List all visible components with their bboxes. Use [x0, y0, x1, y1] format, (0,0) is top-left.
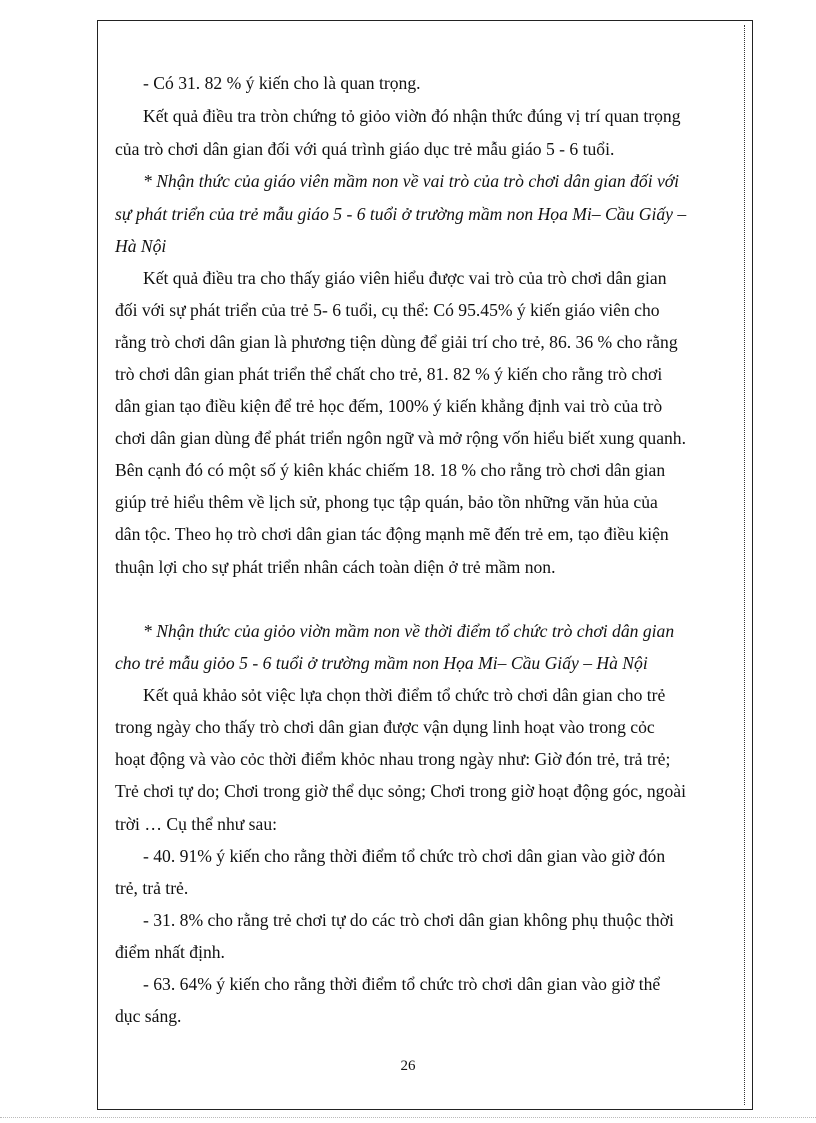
- text-line: đối với sự phát triển của trẻ 5- 6 tuổi, cụ thể: Có 95.45% ý kiến giáo viên cho: [115, 300, 660, 320]
- text-line: Trẻ chơi tự do; Chơi trong giờ thể dục sỏng; Chơi trong giờ hoạt động góc, ngoài: [115, 781, 686, 801]
- text-line: thuận lợi cho sự phát triển nhân cách toàn diện ở trẻ mầm non.: [115, 557, 556, 577]
- page-number: 26: [400, 1058, 416, 1074]
- text-line: giúp trẻ hiểu thêm về lịch sử, phong tục tập quán, bảo tồn những văn hủa của: [115, 492, 658, 512]
- text-line: * Nhận thức của giáo viên mầm non về vai trò của trò chơi dân gian đối với: [143, 171, 680, 191]
- text-line: trời … Cụ thể như sau:: [115, 814, 278, 834]
- text-line: dục sáng.: [115, 1006, 182, 1026]
- text-line: điểm nhất định.: [115, 942, 225, 962]
- text-line: Kết quả khảo sỏt việc lựa chọn thời điểm tổ chức trò chơi dân gian cho trẻ: [143, 685, 666, 705]
- text-line: - Có 31. 82 % ý kiến cho là quan trọng.: [143, 73, 421, 93]
- text-line: sự phát triển của trẻ mẫu giáo 5 - 6 tuổi ở trường mầm non Họa Mi– Cầu Giấy –: [115, 204, 687, 224]
- text-line: của trò chơi dân gian đối với quá trình giáo dục trẻ mẫu giáo 5 - 6 tuổi.: [115, 139, 615, 159]
- text-line: Bên cạnh đó có một số ý kiên khác chiếm 18. 18 % cho rằng trò chơi dân gian: [115, 460, 666, 480]
- text-line: trò chơi dân gian phát triển thể chất cho trẻ, 81. 82 % ý kiến cho rằng trò chơi: [115, 364, 663, 384]
- text-line: trẻ, trả trẻ.: [115, 878, 189, 898]
- text-line: Kết quả điều tra cho thấy giáo viên hiểu được vai trò của trò chơi dân gian: [143, 268, 667, 288]
- text-line: hoạt động và vào cỏc thời điểm khỏc nhau trong ngày như: Giờ đón trẻ, trả trẻ;: [115, 749, 671, 769]
- text-line: - 40. 91% ý kiến cho rằng thời điểm tổ chức trò chơi dân gian vào giờ đón: [143, 846, 666, 866]
- text-line: rằng trò chơi dân gian là phương tiện dùng để giải trí cho trẻ, 86. 36 % cho rằng: [115, 332, 678, 352]
- text-line: cho trẻ mẫu giỏo 5 - 6 tuổi ở trường mầm non Họa Mi– Cầu Giấy – Hà Nội: [115, 653, 648, 673]
- text-line: dân gian tạo điều kiện để trẻ học đếm, 100% ý kiến khẳng định vai trò của trò: [115, 396, 663, 416]
- text-line: Hà Nội: [115, 236, 167, 256]
- text-line: Kết quả điều tra tròn chứng tỏ giỏo viờn đó nhận thức đúng vị trí quan trọng: [143, 106, 681, 126]
- text-line: * Nhận thức của giỏo viờn mầm non về thời điểm tổ chức trò chơi dân gian: [143, 621, 675, 641]
- text-line: dân tộc. Theo họ trò chơi dân gian tác động mạnh mẽ đến trẻ em, tạo điều kiện: [115, 524, 669, 544]
- text-line: trong ngày cho thấy trò chơi dân gian được vận dụng linh hoạt vào trong cỏc: [115, 717, 655, 737]
- text-line: - 31. 8% cho rằng trẻ chơi tự do các trò chơi dân gian không phụ thuộc thời: [143, 910, 674, 930]
- text-line: chơi dân gian dùng để phát triển ngôn ngữ và mở rộng vốn hiểu biết xung quanh.: [115, 428, 686, 448]
- page-bottom-rule: [0, 1117, 816, 1118]
- text-line: - 63. 64% ý kiến cho rằng thời điểm tổ chức trò chơi dân gian vào giờ thể: [143, 974, 661, 994]
